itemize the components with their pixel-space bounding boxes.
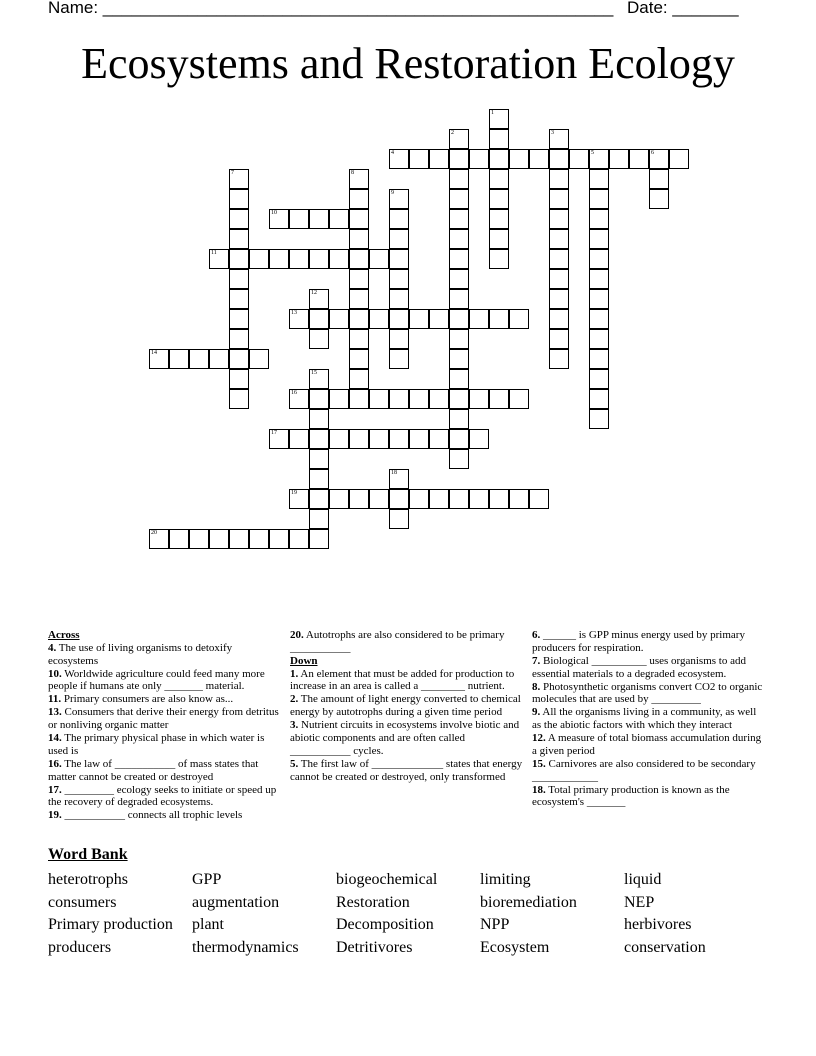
crossword-cell[interactable] [589, 409, 609, 429]
crossword-cell[interactable] [589, 249, 609, 269]
crossword-cell[interactable] [349, 209, 369, 229]
crossword-cell[interactable] [389, 489, 409, 509]
crossword-cell[interactable] [449, 249, 469, 269]
crossword-cell[interactable] [349, 189, 369, 209]
clue-number: 9 [391, 190, 394, 196]
date-line: Date: _______ [627, 0, 739, 17]
crossword-cell[interactable] [389, 289, 409, 309]
word-bank-item: Ecosystem [480, 939, 550, 957]
word-bank-item: NPP [480, 916, 510, 934]
crossword-cell[interactable] [549, 249, 569, 269]
crossword-cell[interactable] [569, 149, 589, 169]
word-bank-item: Primary production [48, 916, 173, 934]
crossword-cell[interactable] [229, 349, 249, 369]
crossword-cell[interactable] [289, 489, 309, 509]
crossword-cell[interactable] [549, 169, 569, 189]
clue-across-17: 17. _________ ecology seeks to initiate or speed up the recovery of degraded ecosystems. [48, 783, 277, 809]
clue-number: 18 [391, 470, 397, 476]
clue-down-18: 18. Total primary production is known as the ecosystem's _______ [532, 783, 730, 809]
crossword-cell[interactable] [449, 209, 469, 229]
crossword-cell[interactable] [509, 489, 529, 509]
crossword-cell[interactable] [349, 329, 369, 349]
crossword-cell[interactable] [389, 209, 409, 229]
crossword-cell[interactable] [229, 289, 249, 309]
crossword-cell[interactable] [429, 149, 449, 169]
crossword-cell[interactable] [269, 209, 289, 229]
crossword-cell[interactable] [289, 529, 309, 549]
crossword-cell[interactable] [349, 349, 369, 369]
crossword-cell[interactable] [229, 209, 249, 229]
crossword-cell[interactable] [389, 309, 409, 329]
clue-down-1: 1. An element that must be added for production to increase in an area is called a ________ nutrient. [290, 667, 515, 693]
clue-number: 11 [211, 250, 217, 256]
crossword-cell[interactable] [309, 469, 329, 489]
crossword-cell[interactable] [329, 209, 349, 229]
word-bank-item: consumers [48, 893, 117, 911]
clue-down-5: 5. The first law of _____________ states that energy cannot be created or destroyed, only transformed [290, 757, 523, 783]
crossword-cell[interactable] [369, 429, 389, 449]
word-bank-item: conservation [624, 939, 706, 957]
crossword-cell[interactable] [309, 369, 329, 389]
crossword-cell[interactable] [409, 149, 429, 169]
clue-number: 7 [231, 170, 234, 176]
word-bank-item: liquid [624, 871, 662, 888]
name-line: Name: ______________________________________________________ [48, 0, 614, 17]
crossword-cell[interactable] [449, 269, 469, 289]
clue-down-6: 6. ______ is GPP minus energy used by primary producers for respiration. [532, 629, 745, 654]
crossword-cell[interactable] [229, 169, 249, 189]
crossword-cell[interactable] [489, 309, 509, 329]
crossword-cell[interactable] [589, 369, 609, 389]
crossword-cell[interactable] [589, 169, 609, 189]
crossword-cell[interactable] [349, 489, 369, 509]
crossword-cell[interactable] [449, 129, 469, 149]
crossword-cell[interactable] [409, 389, 429, 409]
clue-across-16: 16. The law of ___________ of mass states that matter cannot be created or destroyed [48, 757, 259, 783]
crossword-cell[interactable] [309, 429, 329, 449]
crossword-cell[interactable] [449, 149, 469, 169]
crossword-cell[interactable] [349, 229, 369, 249]
page-title: Ecosystems and Restoration Ecology [81, 39, 735, 88]
crossword-cell[interactable] [449, 229, 469, 249]
crossword-cell[interactable] [329, 249, 349, 269]
crossword-cell[interactable] [449, 169, 469, 189]
clue-down-15: 15. Carnivores are also considered to be secondary ____________ [532, 757, 756, 783]
crossword-cell[interactable] [589, 309, 609, 329]
crossword-cell[interactable] [589, 389, 609, 409]
clue-number: 4 [391, 150, 394, 156]
crossword-cell[interactable] [209, 249, 229, 269]
word-bank-item: bioremediation [480, 893, 577, 911]
clue-number: 17 [271, 430, 277, 436]
clue-across-4: 4. The use of living organisms to detoxify ecosystems [48, 641, 233, 667]
word-bank-item: NEP [624, 893, 655, 911]
crossword-cell[interactable] [389, 469, 409, 489]
crossword-cell[interactable] [289, 309, 309, 329]
crossword-cell[interactable] [629, 149, 649, 169]
clue-down-7: 7. Biological __________ uses organisms to add essential materials to a degraded ecosystem. [532, 654, 746, 680]
crossword-cell[interactable] [269, 249, 289, 269]
crossword-cell[interactable] [489, 249, 509, 269]
crossword-cell[interactable] [309, 409, 329, 429]
crossword-cell[interactable] [309, 209, 329, 229]
crossword-cell[interactable] [309, 509, 329, 529]
crossword-cell[interactable] [449, 389, 469, 409]
crossword-cell[interactable] [589, 289, 609, 309]
crossword-cell[interactable] [469, 309, 489, 329]
crossword-cell[interactable] [649, 169, 669, 189]
clue-number: 5 [591, 150, 594, 156]
word-bank-item: Decomposition [336, 916, 434, 934]
crossword-cell[interactable] [349, 269, 369, 289]
crossword-cell[interactable] [329, 429, 349, 449]
crossword-cell[interactable] [409, 309, 429, 329]
crossword-cell[interactable] [149, 529, 169, 549]
crossword-cell[interactable] [549, 309, 569, 329]
crossword-cell[interactable] [429, 309, 449, 329]
clue-across-13: 13. Consumers that derive their energy from detritus or nonliving organic matter [48, 706, 279, 732]
crossword-cell[interactable] [389, 349, 409, 369]
word-bank-item: heterotrophs [48, 871, 128, 888]
clue-across-11: 11. Primary consumers are also know as... [48, 693, 234, 706]
crossword-cell[interactable] [349, 249, 369, 269]
crossword-cell[interactable] [309, 489, 329, 509]
crossword-cell[interactable] [189, 349, 209, 369]
word-bank-item: herbivores [624, 916, 692, 934]
clue-number: 3 [551, 130, 554, 136]
crossword-cell[interactable] [589, 209, 609, 229]
clue-number: 12 [311, 290, 317, 296]
crossword-cell[interactable] [229, 249, 249, 269]
clue-number: 16 [291, 390, 297, 396]
down-heading: Down [290, 654, 318, 667]
crossword-cell[interactable] [449, 369, 469, 389]
clue-number: 2 [451, 130, 454, 136]
clue-number: 8 [351, 170, 354, 176]
crossword-cell[interactable] [309, 329, 329, 349]
crossword-cell[interactable] [389, 389, 409, 409]
crossword-cell[interactable] [229, 309, 249, 329]
crossword-cell[interactable] [229, 229, 249, 249]
crossword-cell[interactable] [429, 389, 449, 409]
crossword-cell[interactable] [449, 329, 469, 349]
clue-number: 1 [491, 110, 494, 116]
crossword-cell[interactable] [309, 249, 329, 269]
crossword-cell[interactable] [449, 429, 469, 449]
crossword-cell[interactable] [589, 229, 609, 249]
crossword-cell[interactable] [389, 429, 409, 449]
crossword-cell[interactable] [389, 249, 409, 269]
crossword-cell[interactable] [449, 409, 469, 429]
crossword-cell[interactable] [309, 389, 329, 409]
clue-number: 10 [271, 210, 277, 216]
crossword-cell[interactable] [589, 189, 609, 209]
clues-column-1 [48, 629, 284, 822]
word-bank-item: biogeochemical [336, 871, 438, 888]
crossword-cell[interactable] [549, 129, 569, 149]
crossword-cell[interactable] [369, 389, 389, 409]
word-bank-title: Word Bank [48, 846, 128, 863]
clue-across-10: 10. Worldwide agriculture could feed many more people if humans ate only _______ material. [48, 667, 265, 693]
crossword-cell[interactable] [229, 269, 249, 289]
crossword-cell[interactable] [189, 529, 209, 549]
crossword-cell[interactable] [669, 149, 689, 169]
crossword-cell[interactable] [369, 249, 389, 269]
crossword-cell[interactable] [269, 429, 289, 449]
crossword-cell[interactable] [229, 329, 249, 349]
crossword-cell[interactable] [509, 309, 529, 329]
word-bank-item: Restoration [336, 893, 410, 911]
crossword-cell[interactable] [429, 429, 449, 449]
clue-down-8: 8. Photosynthetic organisms convert CO2 to organic molecules that are used by _________ [532, 680, 763, 706]
crossword-cell[interactable] [489, 209, 509, 229]
word-bank-item: producers [48, 939, 112, 957]
crossword-cell[interactable] [589, 329, 609, 349]
crossword-cell[interactable] [249, 349, 269, 369]
word-bank-item: limiting [480, 871, 531, 888]
crossword-cell[interactable] [449, 189, 469, 209]
crossword-cell[interactable] [489, 229, 509, 249]
crossword-cell[interactable] [229, 369, 249, 389]
crossword-cell[interactable] [389, 189, 409, 209]
crossword-cell[interactable] [369, 489, 389, 509]
clue-across-20: 20. Autotrophs are also considered to be primary ___________ [290, 629, 505, 654]
crossword-cell[interactable] [649, 189, 669, 209]
crossword-cell[interactable] [249, 249, 269, 269]
clue-number: 19 [291, 490, 297, 496]
clue-number: 13 [291, 310, 297, 316]
crossword-cell[interactable] [489, 389, 509, 409]
clue-down-9: 9. All the organisms living in a community, as well as the abiotic factors with which they interact [532, 706, 757, 732]
crossword-cell[interactable] [449, 489, 469, 509]
crossword-cell[interactable] [309, 449, 329, 469]
crossword-cell[interactable] [289, 249, 309, 269]
crossword-cell[interactable] [389, 149, 409, 169]
crossword-cell[interactable] [549, 329, 569, 349]
crossword-cell[interactable] [469, 489, 489, 509]
crossword-cell[interactable] [249, 529, 269, 549]
crossword-cell[interactable] [589, 349, 609, 369]
crossword-cell[interactable] [349, 169, 369, 189]
crossword-cell[interactable] [169, 349, 189, 369]
crossword-cell[interactable] [489, 189, 509, 209]
clue-across-14: 14. The primary physical phase in which water is used is [48, 732, 265, 757]
crossword-cell[interactable] [489, 169, 509, 189]
word-bank-item: augmentation [192, 893, 280, 911]
crossword-cell[interactable] [349, 309, 369, 329]
crossword-cell[interactable] [489, 149, 509, 169]
clue-down-3: 3. Nutrient circuits in ecosystems involve biotic and abiotic components and are often called ___________ cycles. [290, 719, 520, 757]
crossword-cell[interactable] [309, 309, 329, 329]
crossword-cell[interactable] [229, 529, 249, 549]
crossword-cell[interactable] [269, 529, 289, 549]
word-bank-item: GPP [192, 871, 222, 888]
clue-number: 14 [151, 350, 157, 356]
clues-column-2 [290, 629, 526, 784]
crossword-cell[interactable] [309, 529, 329, 549]
crossword-cell[interactable] [149, 349, 169, 369]
crossword-cell[interactable] [529, 149, 549, 169]
crossword-cell[interactable] [349, 289, 369, 309]
crossword-cell[interactable] [209, 349, 229, 369]
crossword-cell[interactable] [549, 149, 569, 169]
crossword-cell[interactable] [289, 429, 309, 449]
crossword-cell[interactable] [509, 389, 529, 409]
crossword-cell[interactable] [449, 449, 469, 469]
clue-number: 20 [151, 530, 157, 536]
crossword-cell[interactable] [549, 189, 569, 209]
crossword-cell[interactable] [489, 489, 509, 509]
crossword-cell[interactable] [469, 149, 489, 169]
crossword-cell[interactable] [449, 349, 469, 369]
crossword-cell[interactable] [549, 229, 569, 249]
crossword-cell[interactable] [309, 289, 329, 309]
crossword-cell[interactable] [509, 149, 529, 169]
crossword-cell[interactable] [409, 489, 429, 509]
crossword-cell[interactable] [489, 129, 509, 149]
crossword-cell[interactable] [529, 489, 549, 509]
crossword-cell[interactable] [609, 149, 629, 169]
crossword-cell[interactable] [289, 209, 309, 229]
word-bank-item: plant [192, 916, 224, 934]
crossword-cell[interactable] [389, 509, 409, 529]
crossword-cell[interactable] [349, 429, 369, 449]
crossword-cell[interactable] [409, 429, 429, 449]
word-bank-item: thermodynamics [192, 939, 299, 957]
crossword-cell[interactable] [369, 309, 389, 329]
clue-number: 15 [311, 370, 317, 376]
crossword-cell[interactable] [589, 149, 609, 169]
clue-across-19: 19. ___________ connects all trophic levels [48, 809, 243, 822]
word-bank-item: Detritivores [336, 939, 413, 957]
crossword-cell[interactable] [549, 209, 569, 229]
crossword-cell[interactable] [329, 389, 349, 409]
crossword-cell[interactable] [229, 189, 249, 209]
clue-down-2: 2. The amount of light energy converted to chemical energy by autotrophs during a given time period [290, 693, 521, 719]
crossword-cell[interactable] [209, 529, 229, 549]
crossword-cell[interactable] [289, 389, 309, 409]
crossword-cell[interactable] [349, 369, 369, 389]
crossword-cell[interactable] [429, 489, 449, 509]
crossword-cell[interactable] [389, 229, 409, 249]
crossword-cell[interactable] [489, 109, 509, 129]
crossword-cell[interactable] [589, 269, 609, 289]
crossword-cell[interactable] [469, 429, 489, 449]
crossword-cell[interactable] [549, 349, 569, 369]
crossword-cell[interactable] [389, 269, 409, 289]
crossword-cell[interactable] [229, 389, 249, 409]
clue-number: 6 [651, 150, 654, 156]
word-bank [48, 869, 768, 960]
crossword-cell[interactable] [449, 309, 469, 329]
crossword-cell[interactable] [329, 309, 349, 329]
clue-down-12: 12. A measure of total biomass accumulation during a given period [532, 732, 762, 757]
crossword-cell[interactable] [549, 269, 569, 289]
crossword-cell[interactable] [469, 389, 489, 409]
across-heading: Across [48, 629, 80, 641]
crossword-cell[interactable] [549, 289, 569, 309]
crossword-cell[interactable] [329, 489, 349, 509]
clues-column-3 [532, 629, 768, 809]
crossword-cell[interactable] [349, 389, 369, 409]
crossword-cell[interactable] [649, 149, 669, 169]
crossword-cell[interactable] [389, 329, 409, 349]
crossword-cell[interactable] [449, 289, 469, 309]
crossword-cell[interactable] [169, 529, 189, 549]
